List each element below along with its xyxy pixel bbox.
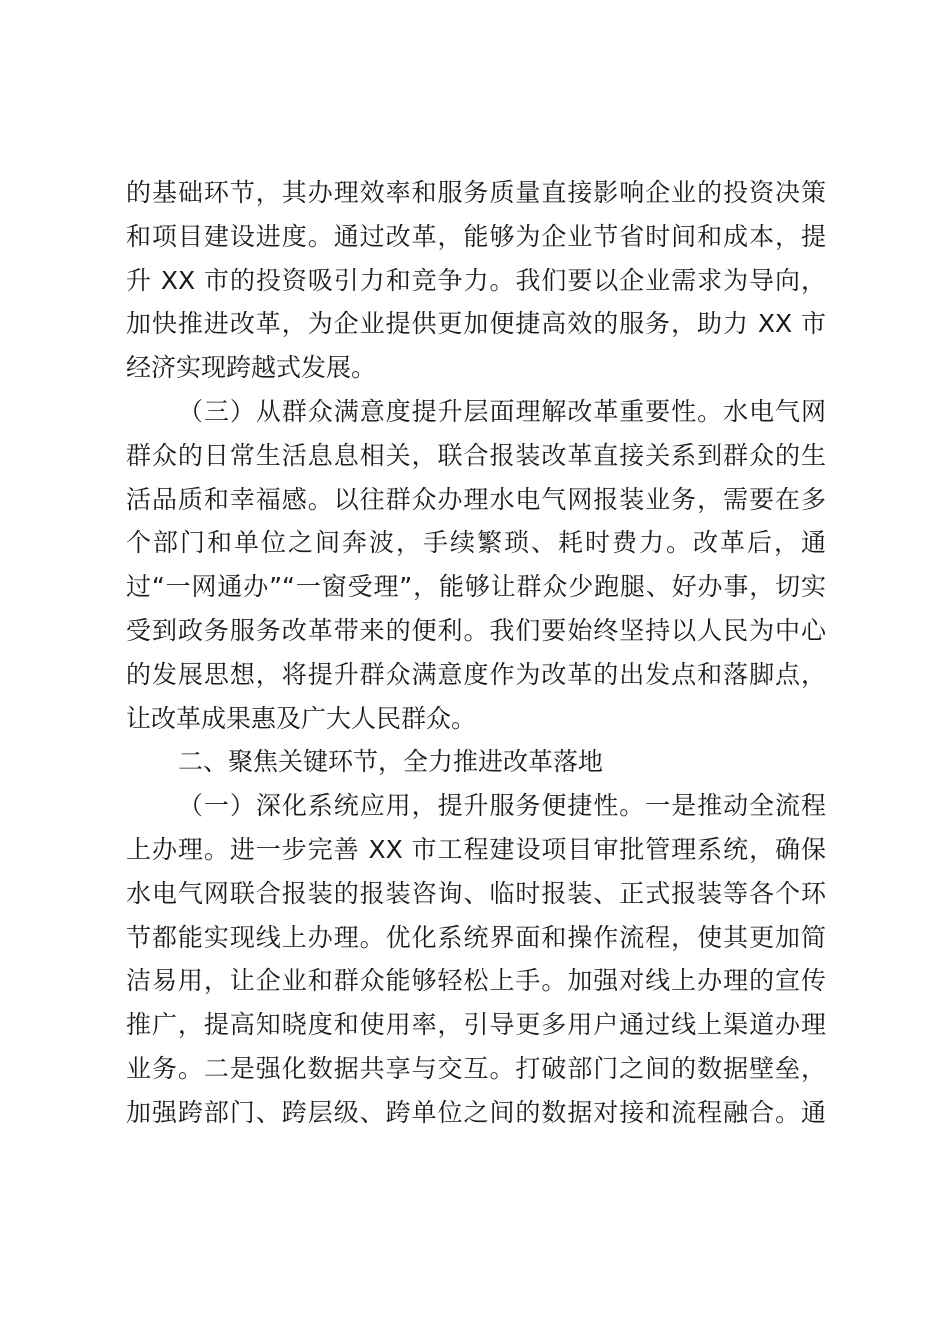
- text-line: 个部门和单位之间奔波，手续繁琐、耗时费力。改革后，通: [126, 528, 826, 558]
- text-line: 的发展思想，将提升群众满意度作为改革的出发点和落脚点，: [126, 659, 826, 689]
- text-line: 和项目建设进度。通过改革，能够为企业节省时间和成本，提: [126, 221, 826, 251]
- text-line: 业务。二是强化数据共享与交互。打破部门之间的数据壁垒，: [126, 1053, 826, 1083]
- text-line: 受到政务服务改革带来的便利。我们要始终坚持以人民为中心: [126, 615, 826, 645]
- text-line: 上办理。进一步完善 XX 市工程建设项目审批管理系统，确保: [126, 834, 826, 864]
- text-line: 群众的日常生活息息相关，联合报装改革直接关系到群众的生: [126, 440, 826, 470]
- text-line: （一）深化系统应用，提升服务便捷性。一是推动全流程: [178, 791, 826, 821]
- text-line: 经济实现跨越式发展。: [126, 353, 377, 383]
- text-line: 二、聚焦关键环节，全力推进改革落地: [178, 747, 604, 777]
- document-body: [126, 171, 826, 1135]
- text-line: 加快推进改革，为企业提供更加便捷高效的服务，助力 XX 市: [126, 309, 826, 339]
- text-line: 加强跨部门、跨层级、跨单位之间的数据对接和流程融合。通: [126, 1097, 826, 1127]
- text-line: 推广，提高知晓度和使用率，引导更多用户通过线上渠道办理: [126, 1010, 826, 1040]
- text-line: （三）从群众满意度提升层面理解改革重要性。水电气网: [178, 396, 826, 426]
- text-line: 过“一网通办”“一窗受理”，能够让群众少跑腿、好办事，切实: [126, 572, 826, 602]
- text-line: 让改革成果惠及广大人民群众。: [126, 703, 477, 733]
- text-line: 节都能实现线上办理。优化系统界面和操作流程，使其更加简: [126, 922, 826, 952]
- text-line: 的基础环节，其办理效率和服务质量直接影响企业的投资决策: [126, 178, 826, 207]
- text-line: 活品质和幸福感。以往群众办理水电气网报装业务，需要在多: [126, 484, 826, 514]
- text-line: 洁易用，让企业和群众能够轻松上手。加强对线上办理的宣传: [126, 966, 826, 996]
- text-line: 升 XX 市的投资吸引力和竞争力。我们要以企业需求为导向，: [126, 265, 826, 295]
- text-line: 水电气网联合报装的报装咨询、临时报装、正式报装等各个环: [126, 878, 826, 908]
